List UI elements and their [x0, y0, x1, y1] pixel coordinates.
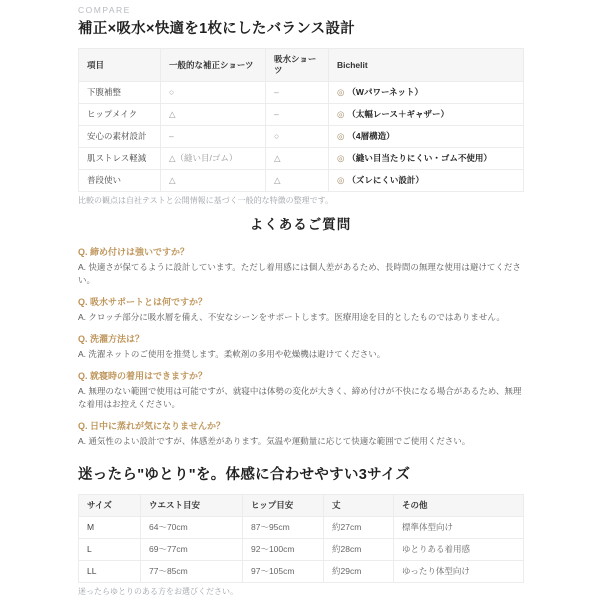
double-circle-mark: ◎	[337, 87, 345, 97]
compare-table	[78, 48, 524, 192]
size-length: 約28cm	[324, 539, 394, 561]
double-circle-mark: ◎	[337, 109, 345, 119]
size-hip: 87〜95cm	[243, 517, 324, 539]
compare-item-label: 普段使い	[79, 170, 161, 192]
faq-question: Q. 洗濯方法は？	[78, 334, 145, 344]
brand-rating-label: （4層構造）	[347, 131, 395, 141]
table-row	[79, 170, 524, 192]
brand-rating	[329, 148, 524, 170]
faq-item	[78, 370, 523, 411]
size-name: L	[79, 539, 141, 561]
double-circle-mark: ◎	[337, 131, 345, 141]
brand-rating	[329, 170, 524, 192]
table-row	[79, 104, 524, 126]
table-row	[79, 539, 524, 561]
general-rating: –	[161, 126, 266, 148]
faq-answer: A. 洗濯ネットのご使用を推奨します。柔軟剤の多用や乾燥機は避けてください。	[78, 349, 386, 359]
general-rating: △（縫い目/ゴム）	[161, 148, 266, 170]
absorbent-rating: △	[266, 170, 329, 192]
compare-section-heading: 補正×吸水×快適を1枚にしたバランス設計	[78, 21, 356, 37]
compare-item-label: 下腹補整	[79, 82, 161, 104]
faq-question: Q. 日中に蒸れが気になりませんか？	[78, 421, 226, 431]
compare-table-note: 比較の観点は自社テストと公開情報に基づく一般的な特徴の整理です。	[78, 196, 334, 205]
faq-item	[78, 333, 523, 361]
faq-item	[78, 246, 523, 287]
table-row	[79, 82, 524, 104]
size-waist: 69〜77cm	[141, 539, 243, 561]
faq-answer: A. 通気性のよい設計ですが、体感差があります。気温や運動量に応じて快適な範囲でご使用ください。	[78, 436, 471, 446]
general-rating: ○	[161, 82, 266, 104]
compare-item-label: 安心の素材設計	[79, 126, 161, 148]
compare-item-label: 肌ストレス軽減	[79, 148, 161, 170]
faq-answer: A. 無理のない範囲で使用は可能ですが、就寝中は体勢の変化が大きく、締め付けが不快になる場合があるため、無理な着用はお控えください。	[78, 386, 522, 409]
size-waist: 64〜70cm	[141, 517, 243, 539]
faq-answer: A. 快適さが保てるように設計しています。ただし着用感には個人差があるため、長時間の無理な使用は避けてください。	[78, 262, 521, 285]
size-length: 約29cm	[324, 561, 394, 583]
size-header-waist: ウエスト目安	[141, 495, 243, 517]
table-row	[79, 517, 524, 539]
table-row	[79, 148, 524, 170]
size-other: ゆったり体型向け	[394, 561, 524, 583]
absorbent-rating: –	[266, 82, 329, 104]
size-section	[78, 465, 523, 597]
brand-rating-label: （縫い目当たりにくい・ゴム不使用）	[347, 153, 492, 163]
size-hip: 92〜100cm	[243, 539, 324, 561]
brand-rating	[329, 82, 524, 104]
brand-rating-label: （ズレにくい設計）	[347, 175, 424, 185]
size-header-length: 丈	[324, 495, 394, 517]
size-name: LL	[79, 561, 141, 583]
compare-eyebrow-label: COMPARE	[78, 5, 131, 15]
size-header-hip: ヒップ目安	[243, 495, 324, 517]
faq-question: Q. 締め付けは強いですか？	[78, 247, 190, 257]
compare-table-header-row	[79, 49, 524, 82]
faq-item	[78, 420, 523, 448]
faq-answer: A. クロッチ部分に吸水層を備え、不安なシーンをサポートします。医療用途を目的としたものではありません。	[78, 312, 505, 322]
faq-question: Q. 就寝時の着用はできますか？	[78, 371, 208, 381]
brand-rating-label: （Wパワーネット）	[347, 87, 424, 97]
faq-item	[78, 296, 523, 324]
double-circle-mark: ◎	[337, 153, 345, 163]
size-other: 標準体型向け	[394, 517, 524, 539]
size-waist: 77〜85cm	[141, 561, 243, 583]
general-rating: △	[161, 170, 266, 192]
absorbent-rating: –	[266, 104, 329, 126]
size-table-header-row	[79, 495, 524, 517]
general-rating: △	[161, 104, 266, 126]
compare-item-label: ヒップメイク	[79, 104, 161, 126]
compare-header-brand: Bichelit	[329, 49, 524, 82]
table-row	[79, 561, 524, 583]
size-name: M	[79, 517, 141, 539]
size-table-note: 迷ったらゆとりのある方をお選びください。	[78, 587, 238, 596]
faq-question: Q. 吸水サポートとは何ですか？	[78, 297, 208, 307]
compare-header-absorbent: 吸水ショーツ	[266, 49, 329, 82]
brand-rating	[329, 126, 524, 148]
compare-header-general: 一般的な補正ショーツ	[161, 49, 266, 82]
size-header-size: サイズ	[79, 495, 141, 517]
size-header-other: その他	[394, 495, 524, 517]
brand-rating	[329, 104, 524, 126]
double-circle-mark: ◎	[337, 175, 345, 185]
size-table	[78, 494, 524, 583]
table-row	[79, 126, 524, 148]
size-length: 約27cm	[324, 517, 394, 539]
size-section-heading: 迷ったら"ゆとり"を。体感に合わせやすい3サイズ	[78, 467, 411, 483]
absorbent-rating: △	[266, 148, 329, 170]
size-hip: 97〜105cm	[243, 561, 324, 583]
faq-section-heading: よくあるご質問	[249, 217, 352, 232]
brand-rating-label: （太幅レース＋ギャザー）	[347, 109, 449, 119]
absorbent-rating: ○	[266, 126, 329, 148]
compare-header-item: 項目	[79, 49, 161, 82]
size-other: ゆとりある着用感	[394, 539, 524, 561]
